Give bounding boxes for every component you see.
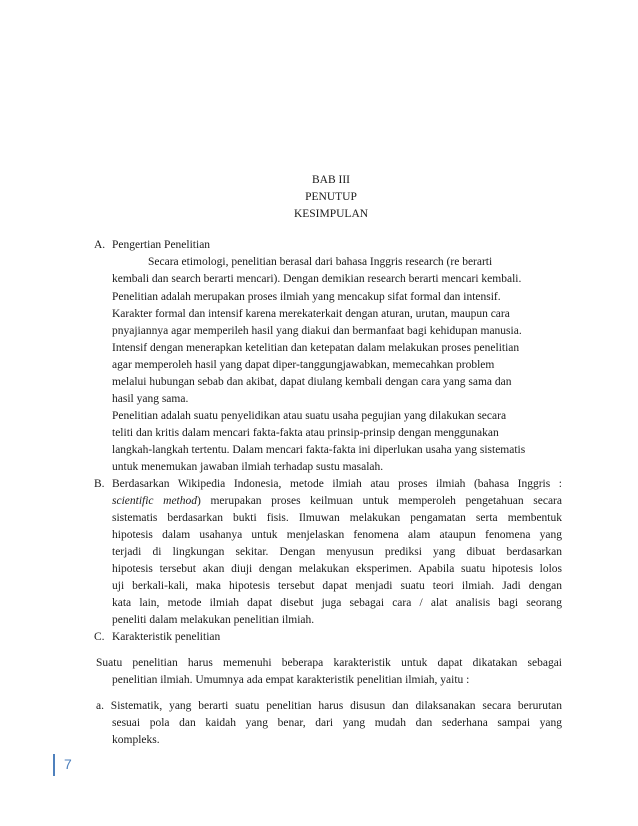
section-a-title: Pengertian Penelitian: [112, 239, 211, 251]
section-a-line: Penelitian adalah suatu penyelidikan atau suatu usaha pegujian yang dilakukan secara: [112, 410, 507, 422]
section-a-line: langkah-langkah tertentu. Dalam mencari fakta-fakta ini diperlukan usaha yang sistematis: [112, 444, 526, 456]
section-c-item-a-line: kompleks.: [112, 734, 160, 746]
section-b-line: hipotesis dalam usahanya untuk menjelaskan fenomena alam ataupun fenomena yang: [112, 529, 562, 541]
section-b-label: B.: [94, 478, 105, 490]
section-b-line: hipotesis tersebut akan diuji dengan melakukan eksperimen. Apabila suatu hipotesis lolos: [112, 563, 562, 575]
section-b-line: peneliti dalam melakukan penelitian ilmiah.: [112, 614, 315, 626]
section-a-line: kembali dan search berarti mencari). Dengan demikian research berarti mencari kembali.: [112, 273, 522, 285]
section-c-title: Karakteristik penelitian: [112, 631, 221, 643]
chapter-title: PENUTUP: [305, 191, 357, 203]
section-a-line: pnyajiannya agar memperileh hasil yang diakui dan bermanfaat bagi kehidupan manusia.: [112, 325, 522, 337]
section-b-line: terjadi di lingkungan sekitar. Dengan menyusun prediksi yang dibuat berdasarkan: [112, 546, 562, 558]
section-a-line: untuk menemukan jawaban ilmiah terhadap sustu masalah.: [112, 461, 384, 473]
section-a-line: agar memperoleh hasil yang dapat diper-tanggungjawabkan, memecahkan problem: [112, 359, 495, 371]
section-a-line: Intensif dengan menerapkan ketelitian dan ketepatan dalam melakukan proses penelitian: [112, 342, 520, 354]
section-a-line: Karakter formal dan intensif karena merekaterkait dengan aturan, urutan, maupun cara: [112, 308, 510, 320]
section-c-item-a-line: a. Sistematik, yang berarti suatu penelitian harus disusun dan dilaksanakan secara berurutan: [96, 700, 562, 712]
section-a-line: hasil yang sama.: [112, 393, 189, 405]
section-c-item-a-line: sesuai pola dan kaidah yang benar, dari yang mudah dan sederhana sampai yang: [112, 717, 562, 729]
section-a-line: Penelitian adalah merupakan proses ilmiah yang mencakup sifat formal dan intensif.: [112, 291, 501, 303]
section-c-label: C.: [94, 631, 105, 643]
chapter-subtitle: KESIMPULAN: [293, 208, 369, 220]
section-b-line: [112, 494, 562, 509]
section-b-line: kata lain, metode ilmiah dapat disebut juga sebagai cara / alat analisis bagi seorang: [112, 597, 562, 609]
section-a-label: A.: [94, 239, 106, 251]
section-a-line: teliti dan kritis dalam mencari fakta-fakta atau prinsip-prinsip dengan menggunakan: [112, 427, 499, 439]
section-b-line: uji berkali-kali, maka hipotesis tersebut dapat menjadi suatu teori ilmiah. Jadi dengan: [112, 580, 562, 592]
chapter-heading: BAB III: [311, 174, 350, 186]
section-b-line: Berdasarkan Wikipedia Indonesia, metode ilmiah atau proses ilmiah (bahasa Inggris :: [112, 478, 562, 490]
section-c-intro-line: penelitian ilmiah. Umumnya ada empat karakteristik penelitian ilmiah, yaitu :: [112, 674, 470, 686]
scientific-method-term: scientific method: [112, 495, 197, 507]
section-a-line: Secara etimologi, penelitian berasal dari bahasa Inggris research (re berarti: [148, 256, 493, 268]
section-b-line: sistematis berdasarkan bukti fisis. Ilmuwan melakukan pengamatan serta membentuk: [112, 512, 562, 524]
page-number-bar: [53, 754, 55, 776]
section-a-line: melalui hubungan sebab dan akibat, dapat diulang kembali dengan cara yang sama dan: [112, 376, 512, 388]
section-c-intro-line: Suatu penelitian harus memenuhi beberapa karakteristik untuk dapat dikatakan sebagai: [96, 657, 562, 669]
section-b-line-rest: ) merupakan proses keilmuan untuk memperoleh pengetahuan secara: [197, 495, 562, 507]
page-number: 7: [64, 756, 72, 772]
